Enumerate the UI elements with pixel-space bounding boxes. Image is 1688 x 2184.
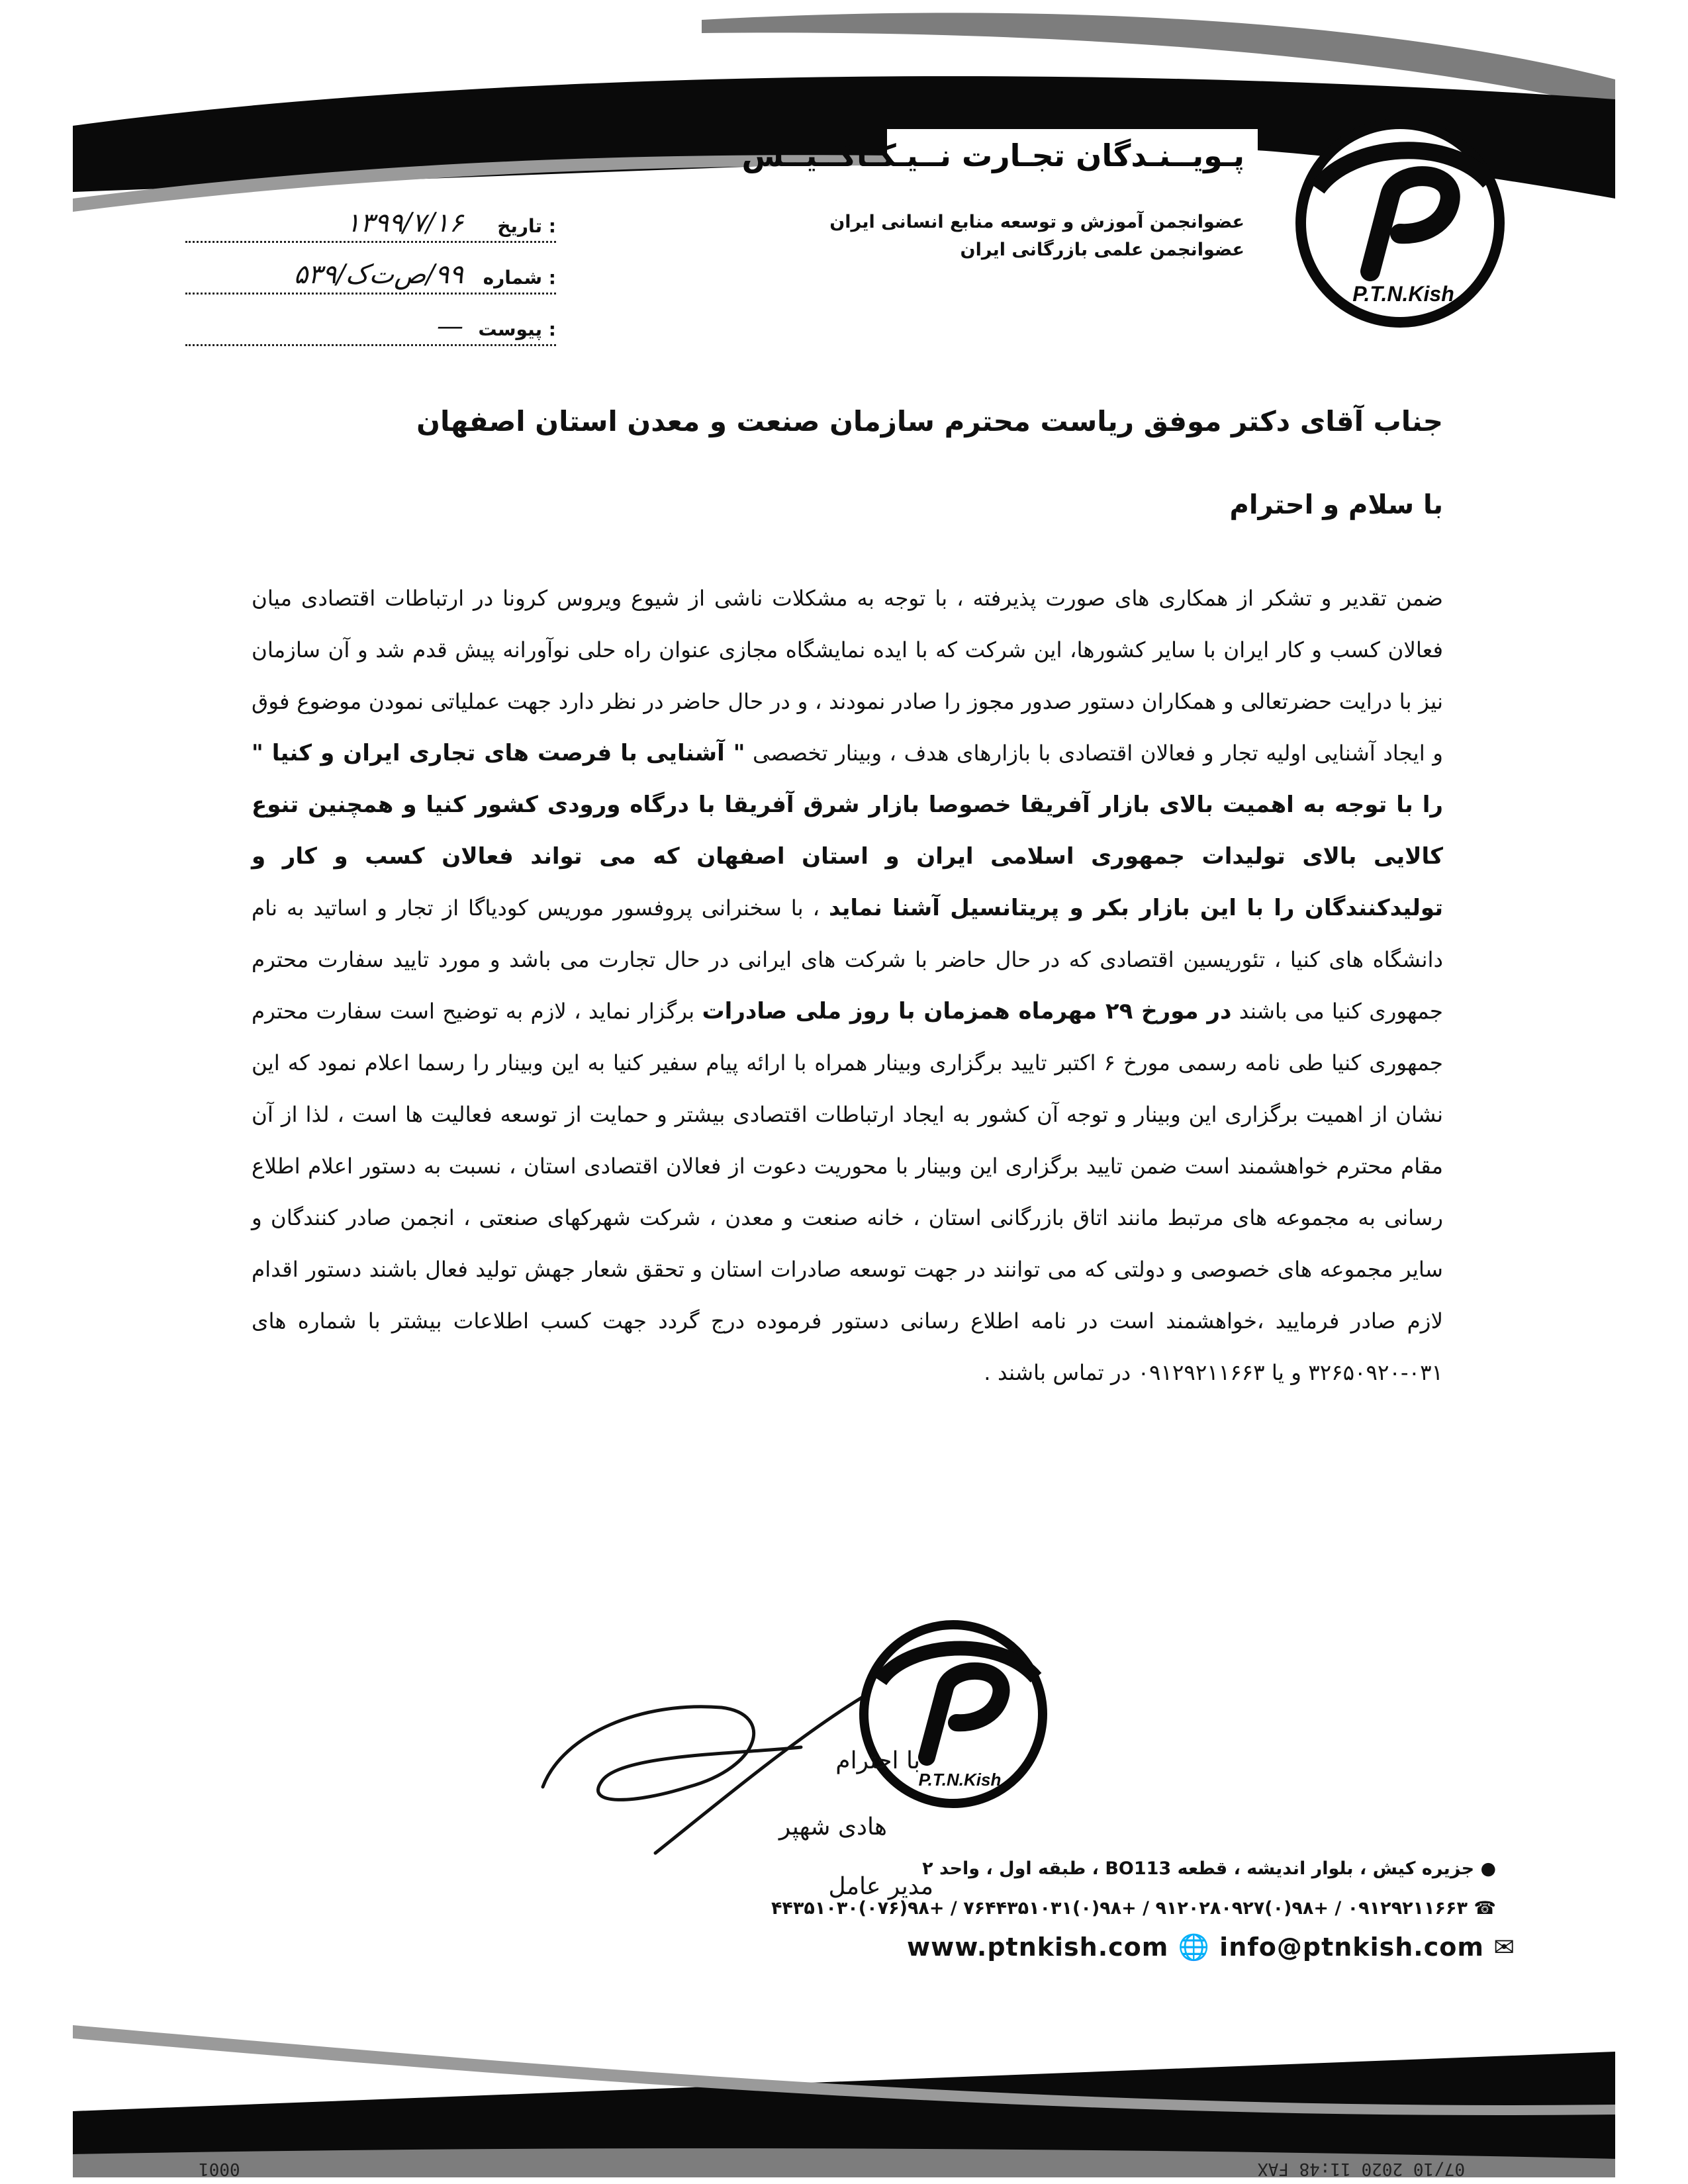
body-part-3: ، با سخنرانی پروفسور موریس کودیاگا از تجار و اساتید به نام دانشگاه های کنیا ، تئوریسین اقتصادی که در حال حاضر با شرکت های ایرانی در حال تجارت می باشد و مورد تایید سفارت محترم جمهوری کنیا می باشند	[252, 895, 1443, 1024]
greeting: با سلام و احترام	[1229, 490, 1443, 520]
phone-icon: ☎	[1474, 1898, 1496, 1919]
date-label: : تاریخ	[497, 215, 556, 237]
attachment-label: : پیوست	[478, 318, 556, 340]
number-field	[185, 258, 556, 295]
company-stamp	[854, 1615, 1059, 1813]
company-logo	[1291, 116, 1516, 334]
membership-line-1: عضوانجمن آموزش و توسعه منابع انسانی ایران	[829, 212, 1244, 232]
envelope-icon: ✉	[1493, 1933, 1516, 1962]
body-part-5: برگزار نماید ، لازم به توضیح است سفارت محترم جمهوری کنیا طی نامه رسمی مورخ ۶ اکتبر تایید برگزاری وبینار همراه با ارائه پیام سفیر کنیا به این وبینار را رسما اعلام نمود که این نشان از اهمیت برگزاری این وبینار و توجه آن کشور به ایجاد ارتباطات اقتصادی بیشتر و حمایت از توسعه فعالیت ها است ، لذا از آن مقام محترم خواهشمند است ضمن تایید برگزاری این وبینار با محوریت دعوت از فعالان اقتصادی استان ، نسبت به دستور اعلام اطلاع رسانی به مجموعه های مرتبط مانند اتاق بازرگانی استان ، خانه صنعت و معدن ، شرکت شهرکهای صنعتی ، انجمن صادر کنندگان و سایر مجموعه های خصوصی و دولتی که می توانند در جهت توسعه صادرات استان و تحقق شعار جهش تولید فعال باشند دستور اقدام لازم صادر فرمایید ،خواهشمند است در نامه اطلاع رسانی دستور فرموده درج گردد جهت کسب اطلاعات بیشتر با شماره های ۰۳۱-۳۲۶۵۰۹۲۰ و یا ۰۹۱۲۹۲۱۱۶۶۳ در تماس باشند .	[252, 999, 1443, 1385]
attachment-field	[185, 310, 556, 346]
date-field	[185, 206, 556, 243]
footer-address	[922, 1858, 1496, 1879]
number-label: : شماره	[483, 267, 556, 289]
company-name: پـویــنـدگان تجـارت نــیـکـاکــیــش	[741, 138, 1244, 173]
signatory-title: مدیر عامل	[828, 1873, 933, 1900]
email-text[interactable]: info@ptnkish.com	[1219, 1933, 1484, 1962]
number-value: ۹۹/ص‌ت‌ک/۵۳۹	[293, 259, 463, 290]
body-part-2-bold: " آشنایی با فرصت های تجاری ایران و کنیا " را با توجه به اهمیت بالای بازار آفریقا خصوصا بازار شرق آفریقا با درگاه ورودی کشور کنیا و همچنین تنوع کالایی بالای تولیدات جمهوری اسلامی ایران و استان اصفهان که می تواند فعالان کسب و کار و تولیدکنندگان را با این بازار بکر و پریتانسیل آشنا نماید	[252, 740, 1443, 921]
location-pin-icon: ●	[1480, 1858, 1496, 1879]
stamp-text: P.T.N.Kish	[918, 1770, 1002, 1790]
fax-page-number: 0001	[199, 2159, 240, 2179]
attachment-value: —	[437, 311, 463, 341]
signatory-name: هادی شهپر	[778, 1813, 887, 1841]
website-text[interactable]: www.ptnkish.com	[907, 1933, 1169, 1962]
date-value: ۱۳۹۹/۷/۱۶	[346, 208, 463, 238]
membership-line-2: عضوانجمن علمی بازرگانی ایران	[960, 240, 1244, 260]
logo-text: P.T.N.Kish	[1352, 282, 1454, 306]
phones-text: ۰۹۱۲۹۲۱۱۶۶۳ / +۹۸(۰)۹۱۲۰۲۸۰۹۲۷ / +۹۸(۰)۷۶۴۴۳۵۱۰۳۱ / +۹۸(۰۷۶)۴۴۳۵۱۰۳۰	[771, 1898, 1468, 1919]
letter-body	[252, 572, 1443, 1398]
signature-closing: با احترام	[835, 1747, 920, 1774]
address-text: جزیره کیش ، بلوار اندیشه ، قطعه BO113 ، طبقه اول ، واحد ۲	[922, 1858, 1475, 1879]
body-part-1: ضمن تقدیر و تشکر از همکاری های صورت پذیرفته ، با توجه به مشکلات ناشی از شیوع ویروس کرونا در ارتباطات اقتصادی میان فعالان کسب و کار ایران با سایر کشورها، این شرکت که با ایده نمایشگاه مجازی عنوان راه حلی نوآورانه پیش قدم شد و آن سازمان نیز با درایت حضرتعالی و همکاران دستور صدور مجوز را صادر نمودند ، و در حال حاضر در نظر دارد جهت عملیاتی نمودن موضوع فوق و ایجاد آشنایی اولیه تجار و فعالان اقتصادی با بازارهای هدف ، وبینار تخصصی	[252, 586, 1443, 766]
body-part-4-bold: در مورخ ۲۹ مهرماه همزمان با روز ملی صادرات	[702, 998, 1232, 1024]
footer-phones	[771, 1898, 1496, 1919]
globe-icon: 🌐	[1178, 1933, 1210, 1962]
footer-web	[907, 1933, 1515, 1962]
addressee: جناب آقای دکتر موفق ریاست محترم سازمان صنعت و معدن استان اصفهان	[416, 405, 1443, 437]
fax-header: 07/10 2020 11:48 FAX	[1258, 2159, 1466, 2179]
